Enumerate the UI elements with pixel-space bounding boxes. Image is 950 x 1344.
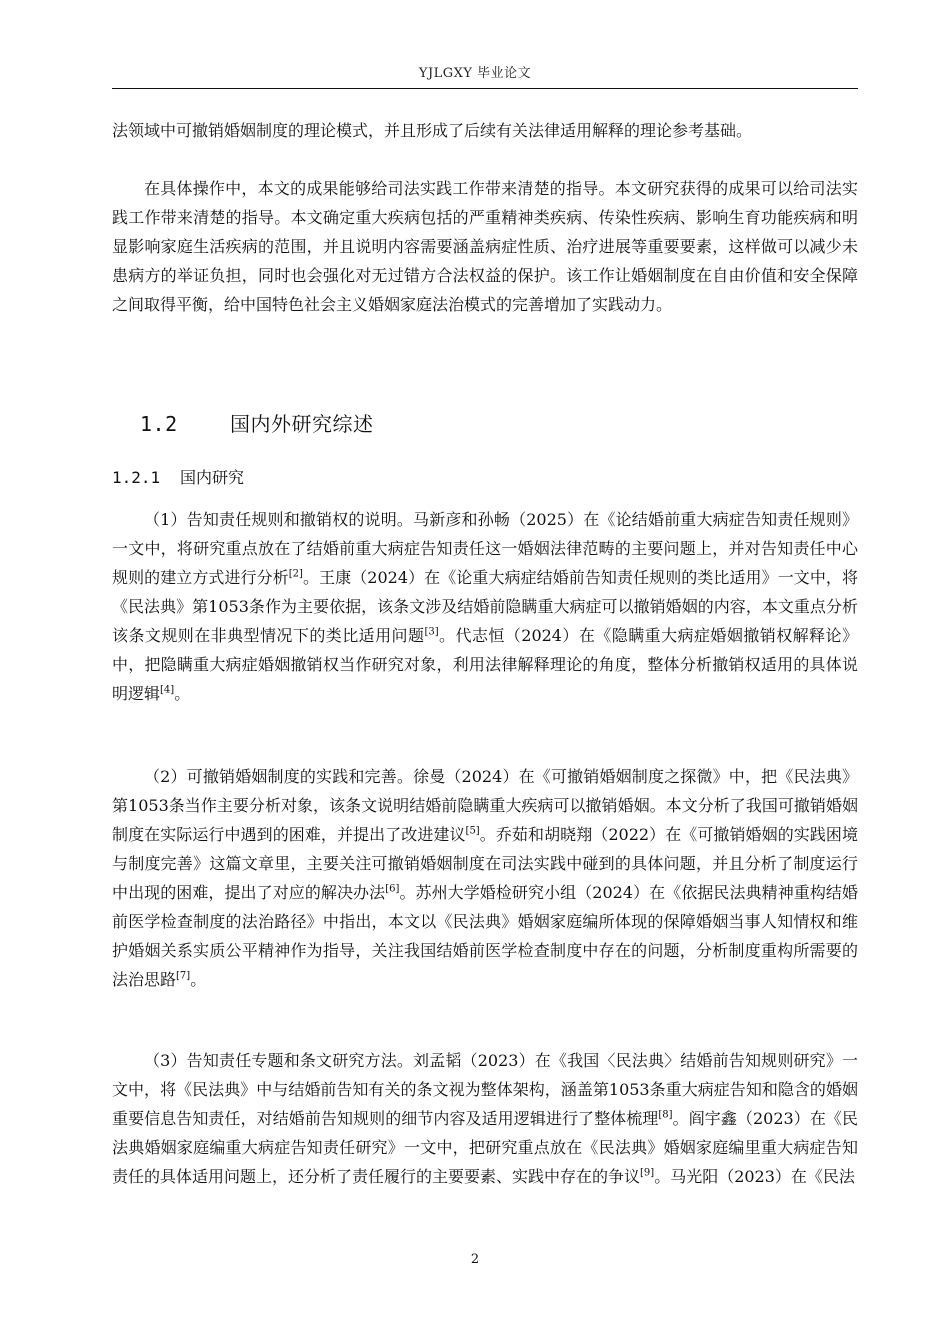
section-number: 1.2 <box>140 412 178 436</box>
text-run: 。阎宇鑫（2023）在《民法典婚姻家庭编重大病症告知责任研究》一文中，把研究重点放在《民法典》婚姻家庭编里重大病症告知责任的具体适用问题上，还分析了责任履行的主要要素、实践中存在的争议 <box>112 1109 858 1186</box>
paragraph-practical-significance <box>112 174 858 319</box>
subsection-number: 1.2.1 <box>112 468 161 487</box>
citation-ref[interactable]: [3] <box>424 626 439 638</box>
citation-ref[interactable]: [5] <box>465 825 480 837</box>
paragraph-revocable-marriage-practice <box>112 762 858 994</box>
text-run: 。乔茹和胡晓翔（2022）在《可撤销婚姻的实践困境与制度完善》这篇文章里，主要关注可撤销婚姻制度在司法实践中碰到的具体问题，并且分析了制度运行中出现的困难，提出了对应的解决办法 <box>112 825 858 902</box>
paragraph-research-methods <box>112 1046 858 1191</box>
text-run: 。 <box>190 970 207 989</box>
text-run: （2）可撤销婚姻制度的实践和完善。徐曼（2024）在《可撤销婚姻制度之探微》中，把《民法典》第1053条当作主要分析对象，该条文说明结婚前隐瞒重大疾病可以撤销婚姻。本文分析了我国可撤销婚姻制度在实际运行中遇到的困难，并提出了改进建议 <box>112 767 858 844</box>
text-run: （1）告知责任规则和撤销权的说明。马新彦和孙畅（2025）在《论结婚前重大病症告知责任规则》一文中，将研究重点放在了结婚前重大病症告知责任这一婚姻法律范畴的主要问题上，并对告知责任中心规则的建立方式进行分析 <box>112 510 858 587</box>
subsection-heading <box>112 465 244 488</box>
subsection-title: 国内研究 <box>180 468 245 487</box>
text-run: （3）告知责任专题和条文研究方法。刘孟韬（2023）在《我国〈民法典〉结婚前告知规则研究》一文中，将《民法典》中与结婚前告知有关的条文视为整体架构，涵盖第1053条重大病症告知和隐含的婚姻重要信息告知责任，对结婚前告知规则的细节内容及适用逻辑进行了整体梳理 <box>112 1051 858 1128</box>
citation-ref[interactable]: [4] <box>160 684 175 696</box>
paragraph-text: 法领域中可撤销婚姻制度的理论模式，并且形成了后续有关法律适用解释的理论参考基础。 <box>112 121 753 140</box>
paragraph-notification-rules <box>112 505 858 708</box>
paragraph-continuation <box>112 116 858 145</box>
text-run: 。王康（2024）在《论重大病症结婚前告知责任规则的类比适用》一文中，将《民法典》第1053条作为主要依据，该条文涉及结婚前隐瞒重大病症可以撤销婚姻的内容，本文重点分析该条文规则在非典型情况下的类比适用问题 <box>112 568 858 645</box>
header-rule <box>112 88 858 89</box>
citation-ref[interactable]: [8] <box>658 1109 673 1121</box>
citation-ref[interactable]: [2] <box>288 568 303 580</box>
page-number: 2 <box>470 1252 480 1267</box>
citation-ref[interactable]: [9] <box>640 1167 655 1179</box>
section-heading <box>140 408 374 437</box>
text-run: 。马光阳（2023）在《民法 <box>654 1167 855 1186</box>
paragraph-text <box>112 762 858 994</box>
paragraph-text <box>112 1046 858 1191</box>
text-run: 。苏州大学婚检研究小组（2024）在《依据民法典精神重构结婚前医学检查制度的法治路径》中指出，本文以《民法典》婚姻家庭编所体现的保障婚姻当事人知情权和维护婚姻关系实质公平精神作为指导，关注我国结婚前医学检查制度中存在的问题，分析制度重构所需要的法治思路 <box>112 883 858 989</box>
text-run: 。代志恒（2024）在《隐瞒重大病症婚姻撤销权解释论》中，把隐瞒重大病症婚姻撤销权当作研究对象，利用法律解释理论的角度，整体分析撤销权适用的具体说明逻辑 <box>112 626 858 703</box>
text-run: 。 <box>174 684 191 703</box>
paragraph-text: 在具体操作中，本文的成果能够给司法实践工作带来清楚的指导。本文研究获得的成果可以给司法实践工作带来清楚的指导。本文确定重大疾病包括的严重精神类疾病、传染性疾病、影响生育功能疾病和明显影响家庭生活疾病的范围，并且说明内容需要涵盖病症性质、治疗进展等重要要素，这样做可以减少未患病方的举证负担，同时也会强化对无过错方合法权益的保护。该工作让婚姻制度在自由价值和安全保障之间取得平衡，给中国特色社会主义婚姻家庭法治模式的完善增加了实践动力。 <box>112 179 858 314</box>
paragraph-text <box>112 505 858 708</box>
citation-ref[interactable]: [7] <box>176 970 191 982</box>
section-title: 国内外研究综述 <box>230 412 374 436</box>
citation-ref[interactable]: [6] <box>385 883 400 895</box>
running-header: YJLGXY 毕业论文 <box>418 66 532 81</box>
